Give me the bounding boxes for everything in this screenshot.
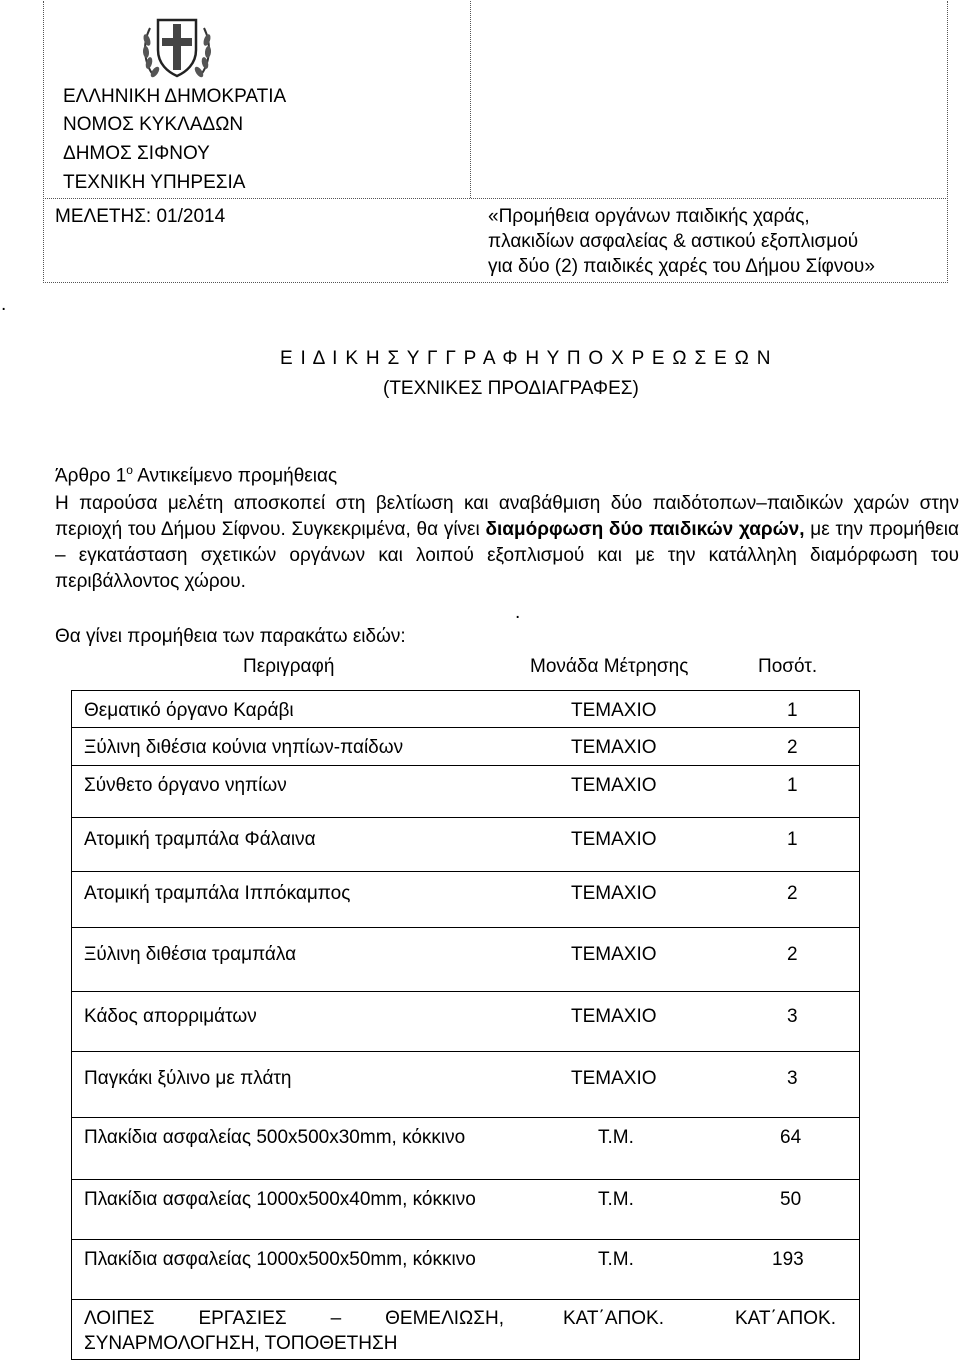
row-description: Θεματικό όργανο Καράβι (84, 700, 294, 721)
row-description: ΛΟΙΠΕΣ ΕΡΓΑΣΙΕΣ – ΘΕΜΕΛΙΩΣΗ, ΣΥΝΑΡΜΟΛΟΓΗΣΗ, ΤΟΠΟΘΕΤΗΣΗ (84, 1308, 504, 1354)
header-separator (43, 198, 948, 199)
spec-title: Ε Ι Δ Ι Κ Η Σ Υ Γ Γ Ρ Α Φ Η Υ Π Ο Χ Ρ Ε Ω Σ Ε Ω Ν (280, 348, 771, 369)
article-text-a: Η παρούσα μελέτη αποσκοπεί στη βελτίωση και αναβάθμιση δύο παιδότοπων–παιδικών χαρών στην περιοχή του Δήμου Σίφνου. Συγκεκριμένα, θα γίνει (55, 493, 959, 540)
article-body (55, 491, 959, 595)
row-description: Ξύλινη διθέσια κούνια νηπίων-παίδων (84, 737, 404, 758)
row-unit: ΤΕΜΑΧΙΟ (571, 883, 657, 904)
row-description: Παγκάκι ξύλινο με πλάτη (84, 1068, 292, 1089)
row-description: Πλακίδια ασφαλείας 1000x500x50mm, κόκκινο (84, 1249, 476, 1270)
row-unit: ΤΕΜΑΧΙΟ (571, 737, 657, 758)
row-quantity: 2 (787, 944, 798, 965)
row-description: Ξύλινη διθέσια τραμπάλα (84, 944, 297, 965)
row-description: Πλακίδια ασφαλείας 1000x500x40mm, κόκκινο (84, 1189, 476, 1210)
header-department: ΤΕΧΝΙΚΗ ΥΠΗΡΕΣΙΑ (63, 172, 246, 193)
row-description: Ατομική τραμπάλα Ιππόκαμπος (84, 883, 351, 904)
row-description: Κάδος απορριμάτων (84, 1006, 257, 1027)
row-unit: ΤΕΜΑΧΙΟ (571, 829, 657, 850)
header-municipality: ΔΗΜΟΣ ΣΙΦΝΟΥ (63, 143, 210, 164)
row-quantity: 1 (787, 775, 798, 796)
greek-emblem-icon (136, 6, 218, 88)
article-text-b: με την προμήθεια – εγκατάσταση σχετικών οργάνων και λοιπού εξοπλισμού και με την κατάλληλη διαμόρφωση του περιβάλλοντος χώρου. (55, 519, 959, 592)
row-description: Σύνθετο όργανο νηπίων (84, 775, 287, 796)
article-title-prefix: Άρθρο 1 (55, 465, 127, 487)
table-row (71, 766, 860, 818)
row-quantity: 1 (787, 700, 798, 721)
row-quantity: 1 (787, 829, 798, 850)
table-row (71, 1180, 860, 1240)
row-unit: ΤΕΜΑΧΙΟ (571, 1068, 657, 1089)
table-row (71, 1118, 860, 1180)
project-title-line-1: «Προμήθεια οργάνων παιδικής χαράς, (488, 206, 810, 227)
table-row (71, 690, 860, 728)
table-row (71, 1052, 860, 1118)
article-title-sup: ο (126, 463, 133, 477)
row-quantity: ΚΑΤ΄ΑΠΟΚ. (735, 1308, 836, 1329)
supply-intro: Θα γίνει προμήθεια των παρακάτω ειδών: (55, 626, 406, 647)
column-header-unit: Μονάδα Μέτρησης (530, 656, 689, 677)
header-country: ΕΛΛΗΝΙΚΗ ΔΗΜΟΚΡΑΤΙΑ (63, 86, 287, 107)
column-header-description: Περιγραφή (243, 656, 335, 677)
row-unit: Τ.Μ. (598, 1189, 634, 1210)
stray-dot-2: . (515, 602, 521, 623)
row-quantity: 3 (787, 1068, 798, 1089)
table-row (71, 1240, 860, 1300)
row-unit: ΤΕΜΑΧΙΟ (571, 700, 657, 721)
article-title (55, 463, 337, 487)
row-unit: ΤΕΜΑΧΙΟ (571, 944, 657, 965)
row-unit: ΚΑΤ΄ΑΠΟΚ. (563, 1308, 664, 1329)
row-quantity: 2 (787, 737, 798, 758)
row-quantity: 193 (772, 1249, 804, 1270)
table-row (71, 872, 860, 928)
article-text-bold: διαμόρφωση δύο παιδικών χαρών, (485, 519, 805, 540)
row-unit: ΤΕΜΑΧΙΟ (571, 1006, 657, 1027)
row-quantity: 3 (787, 1006, 798, 1027)
row-unit: ΤΕΜΑΧΙΟ (571, 775, 657, 796)
column-header-quantity: Ποσότ. (758, 656, 818, 677)
project-title-line-3: για δύο (2) παιδικές χαρές του Δήμου Σίφνου» (488, 256, 875, 277)
project-title-line-2: πλακιδίων ασφαλείας & αστικού εξοπλισμού (488, 231, 859, 252)
header-divider (470, 1, 471, 198)
spec-subtitle: (ΤΕΧΝΙΚΕΣ ΠΡΟΔΙΑΓΡΑΦΕΣ) (383, 378, 639, 399)
table-row (71, 992, 860, 1052)
row-quantity: 50 (780, 1189, 802, 1210)
article-title-rest: Αντικείμενο προμήθειας (132, 465, 338, 487)
row-quantity: 2 (787, 883, 798, 904)
row-unit: Τ.Μ. (598, 1127, 634, 1148)
table-row (71, 928, 860, 992)
table-row (71, 818, 860, 872)
table-row (71, 728, 860, 766)
row-quantity: 64 (780, 1127, 802, 1148)
study-number: ΜΕΛΕΤΗΣ: 01/2014 (55, 206, 226, 227)
table-row (71, 1300, 860, 1360)
row-description: Πλακίδια ασφαλείας 500x500x30mm, κόκκινο (84, 1127, 466, 1148)
row-unit: Τ.Μ. (598, 1249, 634, 1270)
stray-dot: . (1, 294, 7, 315)
row-description: Ατομική τραμπάλα Φάλαινα (84, 829, 316, 850)
header-prefecture: ΝΟΜΟΣ ΚΥΚΛΑΔΩΝ (63, 114, 244, 135)
